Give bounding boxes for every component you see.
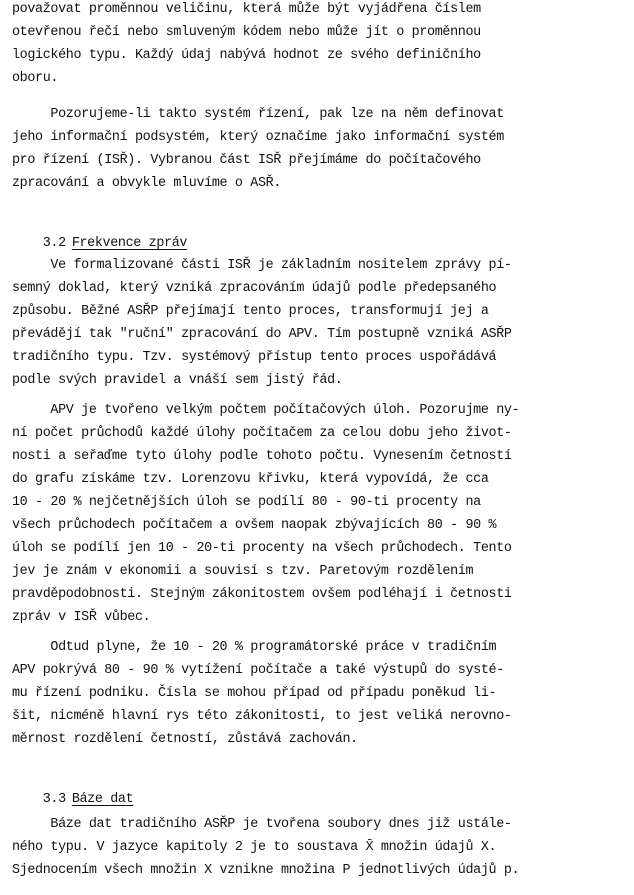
text-line: oboru.: [12, 71, 59, 86]
text-line: pro řízení (ISŘ). Vybranou část ISŘ přejímáme do počítačového: [12, 153, 481, 168]
text-line: semný doklad, který vzniká zpracováním údajů podle předepsaného: [12, 281, 497, 296]
text-line: APV je tvořeno velkým počtem počítačových úloh. Pozorujme ny-: [12, 403, 520, 418]
section-number: 3.2: [42, 236, 66, 251]
section-heading-3-3: [12, 777, 133, 822]
text-line: APV pokrývá 80 - 90 % vytížení počítače a také výstupů do systé-: [12, 663, 504, 678]
text-line: logického typu. Každý údaj nabývá hodnot ze svého definičního: [12, 48, 481, 63]
text-line: jev je znám v ekonomii a souvisí s tzv. Paretovým rozdělením: [12, 564, 474, 579]
text-line: zpráv v ISŘ vůbec.: [12, 610, 151, 625]
text-line: jeho informační podsystém, který označíme jako informační systém: [12, 130, 504, 145]
text-line: podle svých pravidel a vnáší sem jistý řád.: [12, 373, 343, 388]
text-line: Odtud plyne, že 10 - 20 % programátorské práce v tradičním: [12, 640, 497, 655]
text-line: považovat proměnnou veličinu, která může být vyjádřena číslem: [12, 2, 481, 17]
section-title: Báze dat: [71, 792, 134, 807]
section-number: 3.3: [42, 792, 66, 807]
text-line: úloh se podílí jen 10 - 20-ti procenty na všech průchodech. Tento: [12, 541, 512, 556]
text-line: nosti a seřaďme tyto úlohy podle tohoto počtu. Vynesením četností: [12, 449, 512, 464]
text-line: zpracování a obvykle mluvíme o ASŘ.: [12, 176, 281, 191]
text-line: ného typu. V jazyce kapitoly 2 je to soustava X̄ množin údajů X.: [12, 840, 497, 855]
text-line: mu řízení podniku. Čísla se mohou případ od případu poněkud li-: [12, 686, 497, 701]
text-line: všech průchodech počítačem a ovšem naopak zbývajících 80 - 90 %: [12, 518, 497, 533]
text-line: pravděpodobnosti. Stejným zákonitostem ovšem podléhají i četnosti: [12, 587, 512, 602]
text-line: Báze dat tradičního ASŘP je tvořena soubory dnes již ustále-: [12, 817, 512, 832]
text-line: do grafu získáme tzv. Lorenzovu křivku, která vypovídá, že cca: [12, 472, 489, 487]
text-line: Sjednocením všech množin X vznikne množina P jednotlivých údajů p.: [12, 863, 520, 878]
text-line: ní počet průchodů každé úlohy počítačem za celou dobu jeho život-: [12, 426, 512, 441]
text-line: tradičního typu. Tzv. systémový přístup tento proces uspořádává: [12, 350, 497, 365]
text-line: Pozorujeme-li takto systém řízení, pak lze na něm definovat: [12, 107, 504, 122]
text-line: 10 - 20 % nejčetnějších úloh se podílí 80 - 90-ti procenty na: [12, 495, 481, 510]
text-line: Ve formalizované části ISŘ je základním nositelem zprávy pí-: [12, 258, 512, 273]
text-line: převádějí tak "ruční" zpracování do APV. Tím postupně vzniká ASŘP: [12, 327, 512, 342]
text-line: otevřenou řečí nebo smluveným kódem nebo může jít o proměnnou: [12, 25, 481, 40]
text-line: způsobu. Běžné ASŘP přejímají tento proces, transformují jej a: [12, 304, 489, 319]
text-line: šit, nicméně hlavní rys této zákonitosti, to jest veliká nerovno-: [12, 709, 512, 724]
text-line: měrnost rozdělení četností, zůstává zachován.: [12, 732, 358, 747]
section-title: Frekvence zpráv: [71, 236, 188, 251]
